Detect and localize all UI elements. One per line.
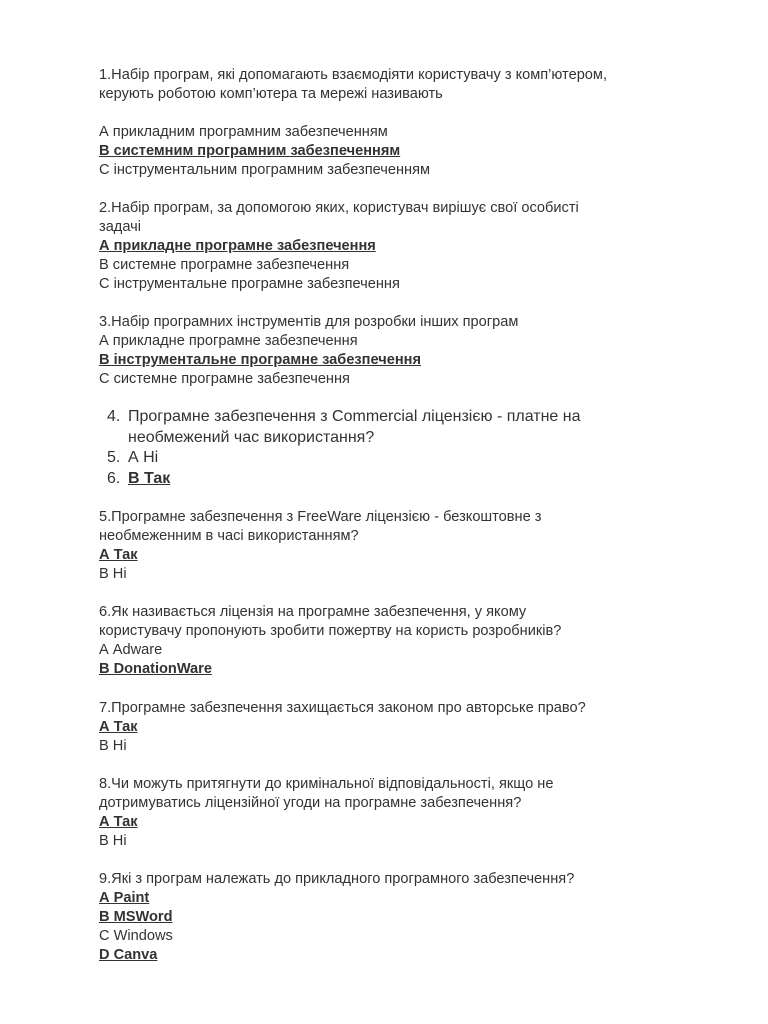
answer-option: В Ні	[99, 566, 127, 582]
correct-answer-option: А Paint	[99, 890, 150, 906]
answer-option: В системне програмне забезпечення	[99, 257, 350, 273]
list-number: 5.	[107, 449, 121, 466]
correct-answer-option: А Так	[99, 719, 138, 735]
answer-option: В Ні	[99, 833, 127, 849]
correct-answer-option: А Так	[99, 547, 138, 563]
question-9	[99, 870, 574, 965]
correct-answer-option: А прикладне програмне забезпечення	[99, 238, 376, 254]
question-text: необмежений час використання?	[128, 428, 375, 446]
question-text: 2.Набір програм, за допомогою яких, користувач вирішує свої особисті	[99, 200, 579, 216]
question-5	[99, 508, 541, 584]
question-text: 8.Чи можуть притягнути до кримінальної відповідальності, якщо не	[99, 776, 554, 792]
question-text: задачі	[99, 219, 141, 235]
answer-option: А прикладним програмним забезпеченням	[99, 124, 388, 140]
list-number: 6.	[107, 469, 121, 487]
answer-option: С інструментальне програмне забезпечення	[99, 276, 400, 292]
question-text: 6.Як називається ліцензія на програмне забезпечення, у якому	[99, 604, 527, 620]
list-item	[99, 448, 581, 469]
question-6	[99, 603, 561, 679]
numbered-question-list	[99, 407, 581, 489]
question-text: 7.Програмне забезпечення захищається законом про авторське право?	[99, 700, 586, 716]
answer-option: С системне програмне забезпечення	[99, 371, 350, 387]
question-text: 1.Набір програм, які допомагають взаємодіяти користувачу з комп’ютером,	[99, 67, 608, 83]
correct-answer-option: А Так	[99, 814, 138, 830]
list-item	[99, 469, 581, 490]
question-text: керують роботою комп’ютера та мережі називають	[99, 86, 443, 102]
question-3	[99, 313, 518, 389]
list-number: 4.	[107, 408, 121, 425]
correct-answer-option: В інструментальне програмне забезпечення	[99, 352, 421, 368]
question-text: 5.Програмне забезпечення з FreeWare ліцензією - безкоштовне з	[99, 509, 542, 525]
question-8	[99, 775, 553, 851]
correct-answer-option: В DonationWare	[99, 661, 212, 677]
list-item	[99, 407, 581, 448]
question-text: користувачу пропонують зробити пожертву на користь розробників?	[99, 623, 562, 639]
question-text: 9.Які з програм належать до прикладного програмного забезпечення?	[99, 871, 575, 887]
answer-option: В Ні	[99, 738, 127, 754]
question-text: дотримуватись ліцензійної угоди на програмне забезпечення?	[99, 795, 522, 811]
correct-answer-option: В Так	[128, 469, 171, 487]
correct-answer-option: В системним програмним забезпеченням	[99, 143, 401, 159]
correct-answer-option: В MSWord	[99, 909, 173, 925]
question-text: необмеженним в часі використанням?	[99, 528, 359, 544]
correct-answer-option: D Canva	[99, 947, 158, 963]
answer-option: С Windows	[99, 928, 173, 944]
question-1	[99, 66, 607, 180]
answer-option: А прикладне програмне забезпечення	[99, 333, 358, 349]
answer-option: А Ні	[128, 449, 159, 466]
question-7	[99, 699, 586, 756]
answer-option: А Adware	[99, 642, 163, 658]
answer-option: С інструментальним програмним забезпеченням	[99, 162, 431, 178]
question-2	[99, 199, 579, 294]
question-text: 3.Набір програмних інструментів для розробки інших програм	[99, 314, 519, 330]
question-text: Програмне забезпечення з Commercial ліцензією - платне на	[128, 408, 581, 425]
